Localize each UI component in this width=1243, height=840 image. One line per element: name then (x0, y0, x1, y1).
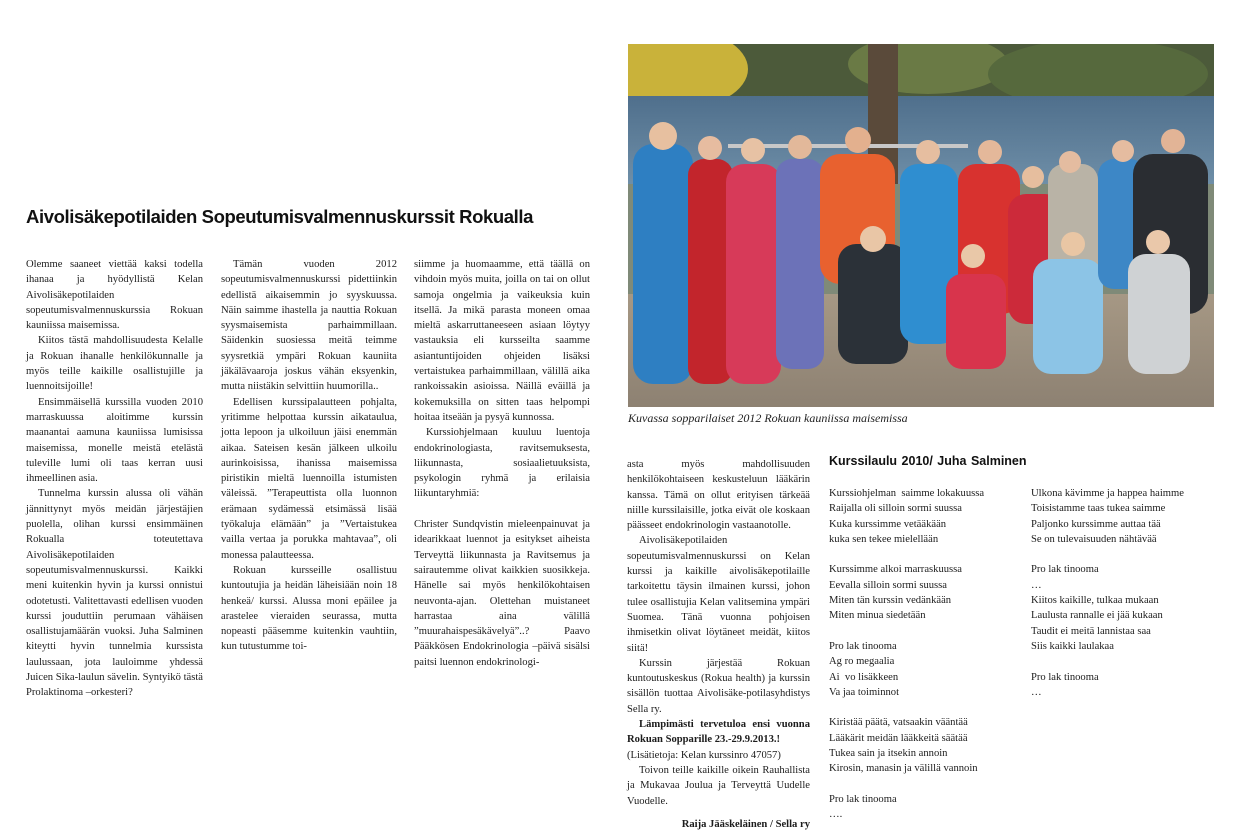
article-column-2 (221, 257, 397, 655)
song-line: Pro lak tinooma (1031, 671, 1099, 683)
song-line: Ulkona kävimme ja happea haimme (1031, 488, 1184, 499)
song-column-1 (829, 486, 984, 823)
paragraph: Toivon teille kaikille oikein Rauhallista ja Mukavaa Joulua ja Terveyttä Uudelle Vuodelle. (627, 764, 810, 807)
song-line: Pro lak tinooma (1031, 564, 1099, 576)
paragraph: Rokuan kursseille osallistuu kuntoutujia ja heidän läheisiään noin 18 henkeä/ kurssi. Alussa moni epäilee ja arastelee vieraiden seurassa, mutta nopeasti pääsemme kuitenkin vauhtiin, kun tutustumme toi- (221, 564, 397, 653)
article-title: Aivolisäkepotilaiden Sopeutumisvalmennuskurssit Rokualla (26, 206, 534, 227)
song-line (829, 547, 984, 562)
paragraph: Tämän vuoden 2012 sopeutumisvalmennuskurssi pidettiinkin edellistä aikaisemmin jo syyskuussa. Näin saimme ihastella ja nauttia Rokuan syysmaisemista parhaimmillaan. Säidenkin suosiessa meitä teimme syysretkiä ympäri Rokuan kauniita jäkälävaaroja joskus vähän eksyenkin, mutta niistäkin selvittiin huumorilla.. (221, 259, 397, 393)
article-column-1 (26, 257, 203, 701)
song-line: … (1031, 579, 1042, 591)
song-line: Kiristää päätä, vatsaakin vääntää (829, 717, 968, 729)
group-photo (628, 44, 1214, 407)
song-line (829, 700, 984, 715)
song-line: Toisistamme taas tukea saimme (1031, 503, 1166, 515)
song-line: Kirosin, manasin ja välillä vannoin (829, 763, 978, 775)
welcome-note: Lämpimästi tervetuloa ensi vuonna Rokuan Sopparille 23.-29.9.2013.! (627, 719, 810, 746)
song-line: … (1031, 686, 1042, 698)
song-line: Kurssiohjelman saimme lokakuussa (829, 488, 985, 499)
song-line: Lääkärit meidän lääkkeitä säätää (829, 732, 968, 744)
song-line (829, 624, 984, 639)
song-line: Paljonko kurssimme auttaa tää (1031, 518, 1161, 530)
song-line: Va jaa toiminnot (829, 686, 900, 698)
song-line: Miten tän kurssin vedänkään (829, 595, 952, 607)
paragraph: asta myös mahdollisuuden henkilökohtaiseen keskusteluun lääkärin kanssa. Tämä on ollut erityisen tärkeää niille kurssilaisille, jotka eivät ole koskaan päässeet endokrinologin vastaanotolle. (627, 459, 810, 532)
song-line: Taudit ei meitä lannistaa saa (1031, 625, 1151, 637)
paragraph: Edellisen kurssipalautteen pohjalta, yritimme helpottaa kurssin aikataulua, jotta lepoon ja ulkoiluun jäisi enemmän aikaa. Sateisen kesän jälkeen ulkoilu aurinkoisissa, ihanissa maisemissa piristikin mieltä luennoilla istumisten väleissä. ”Terapeuttista olla luonnon erämaan sydämessä etsimässä lisää työkaluja elämään” ja ”Vertaistukea vailla vertaa ja porukka mahtavaa”, oli monessa palautteessa. (221, 396, 397, 561)
paragraph: Ensimmäisellä kurssilla vuoden 2010 marraskuussa aloitimme kurssin maanantai aamuna kauniissa lumisissa maisemissa, monelle meistä etelästä tuleville lumi oli taas kerran uusi ihmeellinen asia. (26, 396, 203, 485)
song-line (829, 777, 984, 792)
song-line: Miten minua siedetään (829, 610, 926, 622)
photo-caption: Kuvassa sopparilaiset 2012 Rokuan kauniissa maisemissa (628, 411, 908, 425)
song-line: Kiitos kaikille, tulkaa mukaan (1031, 595, 1159, 607)
paragraph: Kurssin järjestää Rokuan kuntoutuskeskus (Rokua health) ja kurssin sisällön tuottaa Aivolisäke-potilasyhdistys Sella ry. (627, 657, 810, 715)
info-note: (Lisätietoja: Kelan kurssinro 47057) (627, 749, 781, 761)
song-line: Tukea sain ja itsekin annoin (829, 748, 948, 760)
song-line: Siis kaikki laulakaa (1031, 640, 1114, 652)
song-line: Pro lak tinooma (829, 640, 897, 652)
paragraph: Tunnelma kurssin alussa oli vähän jännittynyt myös meidän järjestäjien puolella, olihan kurssi ensimmäinen Rokualla toteutettava Aivolisäkepotilaiden sopeutumisvalmennuskurssi. Kaikki meni kuitenkin hyvin ja kurssi onnistui odotetusti. Valitettavasti edellisen vuoden kurssi jouduttiin perumaan vähäisen osallistujamäärän vuoksi. Juha Salminen kiteytti hyvin tunnelmia kurssista laulussaan, jota lauloimme yhdessä Juicen Sika-laulun sävelin. Syntyikö tästä Prolaktinoma –orkesteri? (26, 488, 203, 699)
song-line: Kuka kurssimme vetääkään (829, 518, 947, 530)
song-title: Kurssilaulu 2010/ Juha Salminen (829, 454, 1027, 468)
article-column-4 (627, 457, 810, 832)
signature: Raija Jääskeläinen / Sella ry (681, 818, 810, 830)
song-line: Ag ro megaalia (829, 656, 895, 668)
song-line (1031, 547, 1184, 562)
paragraph: Olemme saaneet viettää kaksi todella ihanaa ja hyödyllistä Kelan Aivolisäkepotilaiden sopeutumisvalmennuskurssia Rokuan kauniissa maisemissa. (26, 259, 203, 332)
song-line: Pro lak tinooma (829, 793, 897, 805)
paragraph: Kiitos tästä mahdollisuudesta Kelalle ja Rokuan ihanalle henkilökunnalle ja myös teille kaikille osallistujille ja luennoitsijoille! (26, 335, 203, 393)
paragraph: Christer Sundqvistin mieleenpainuvat ja idearikkaat luennot ja esitykset aiheista Terveyttä liikunnasta ja Ravitsemus ja sairautemme olivat kaikkien suosikkeja. Hänelle sai myös henkilökohtaisen neuvonta-ajan. Olettehan muistaneet harrastaa aina välillä ”muurahaispesäkävelyä”..? Paavo Pääkkösen Endokrinologia –päivä sisälsi paitsi luennon endokrinologi- (414, 519, 590, 668)
song-line: kuka sen tekee mielellään (829, 533, 939, 545)
song-column-2 (1031, 486, 1184, 700)
song-line: Laulusta rannalle ei jää kukaan (1031, 610, 1163, 622)
paragraph: Aivolisäkepotilaiden sopeutumisvalmennuskurssi on Kelan kurssi ja kaikille aivolisäkepotilaille tarkoitettu täysin ilmainen kurssi, johon tulee osallistujia Kelan valitsemina ympäri Suomea. Tänä vuonna pohjoisen ihmisetkin olivat löytäneet meidät, kiitos siitä! (627, 535, 810, 654)
song-line: Se on tulevaisuuden nähtävää (1031, 533, 1157, 545)
song-line: …. (829, 809, 843, 821)
article-column-3 (414, 257, 590, 670)
song-line (1031, 654, 1184, 669)
song-line: Raijalla oli silloin sormi suussa (829, 503, 963, 515)
paragraph: siimme ja huomaamme, että täällä on vihdoin myös muita, joilla on tai on ollut samoja ongelmia ja vaikeuksia kuin itsellä. Ja mikä parasta moneen omaa mieltä askarruttaneeseen asiaan löytyy vastauksia eli kursseilta saamme asiantuntijoiden ohjeiden lisäksi vertaistukea parhaimmillaan, välillä aika rankoissakin asioissa. Näillä eväillä ja kokemuksilla on sitten taas helpompi hoitaa itseään ja pysyä kunnossa. (414, 259, 590, 423)
song-line: Ai vo lisäkkeen (829, 671, 899, 683)
song-line: Eevalla silloin sormi suussa (829, 579, 947, 591)
paragraph: Kurssiohjelmaan kuuluu luentoja endokrinologiasta, ravitsemuksesta, liikunnasta, sosiaalietuuksista, psykologin ryhmä ja erilaisia liikuntaryhmiä: (414, 427, 590, 500)
song-line: Kurssimme alkoi marraskuussa (829, 564, 962, 576)
